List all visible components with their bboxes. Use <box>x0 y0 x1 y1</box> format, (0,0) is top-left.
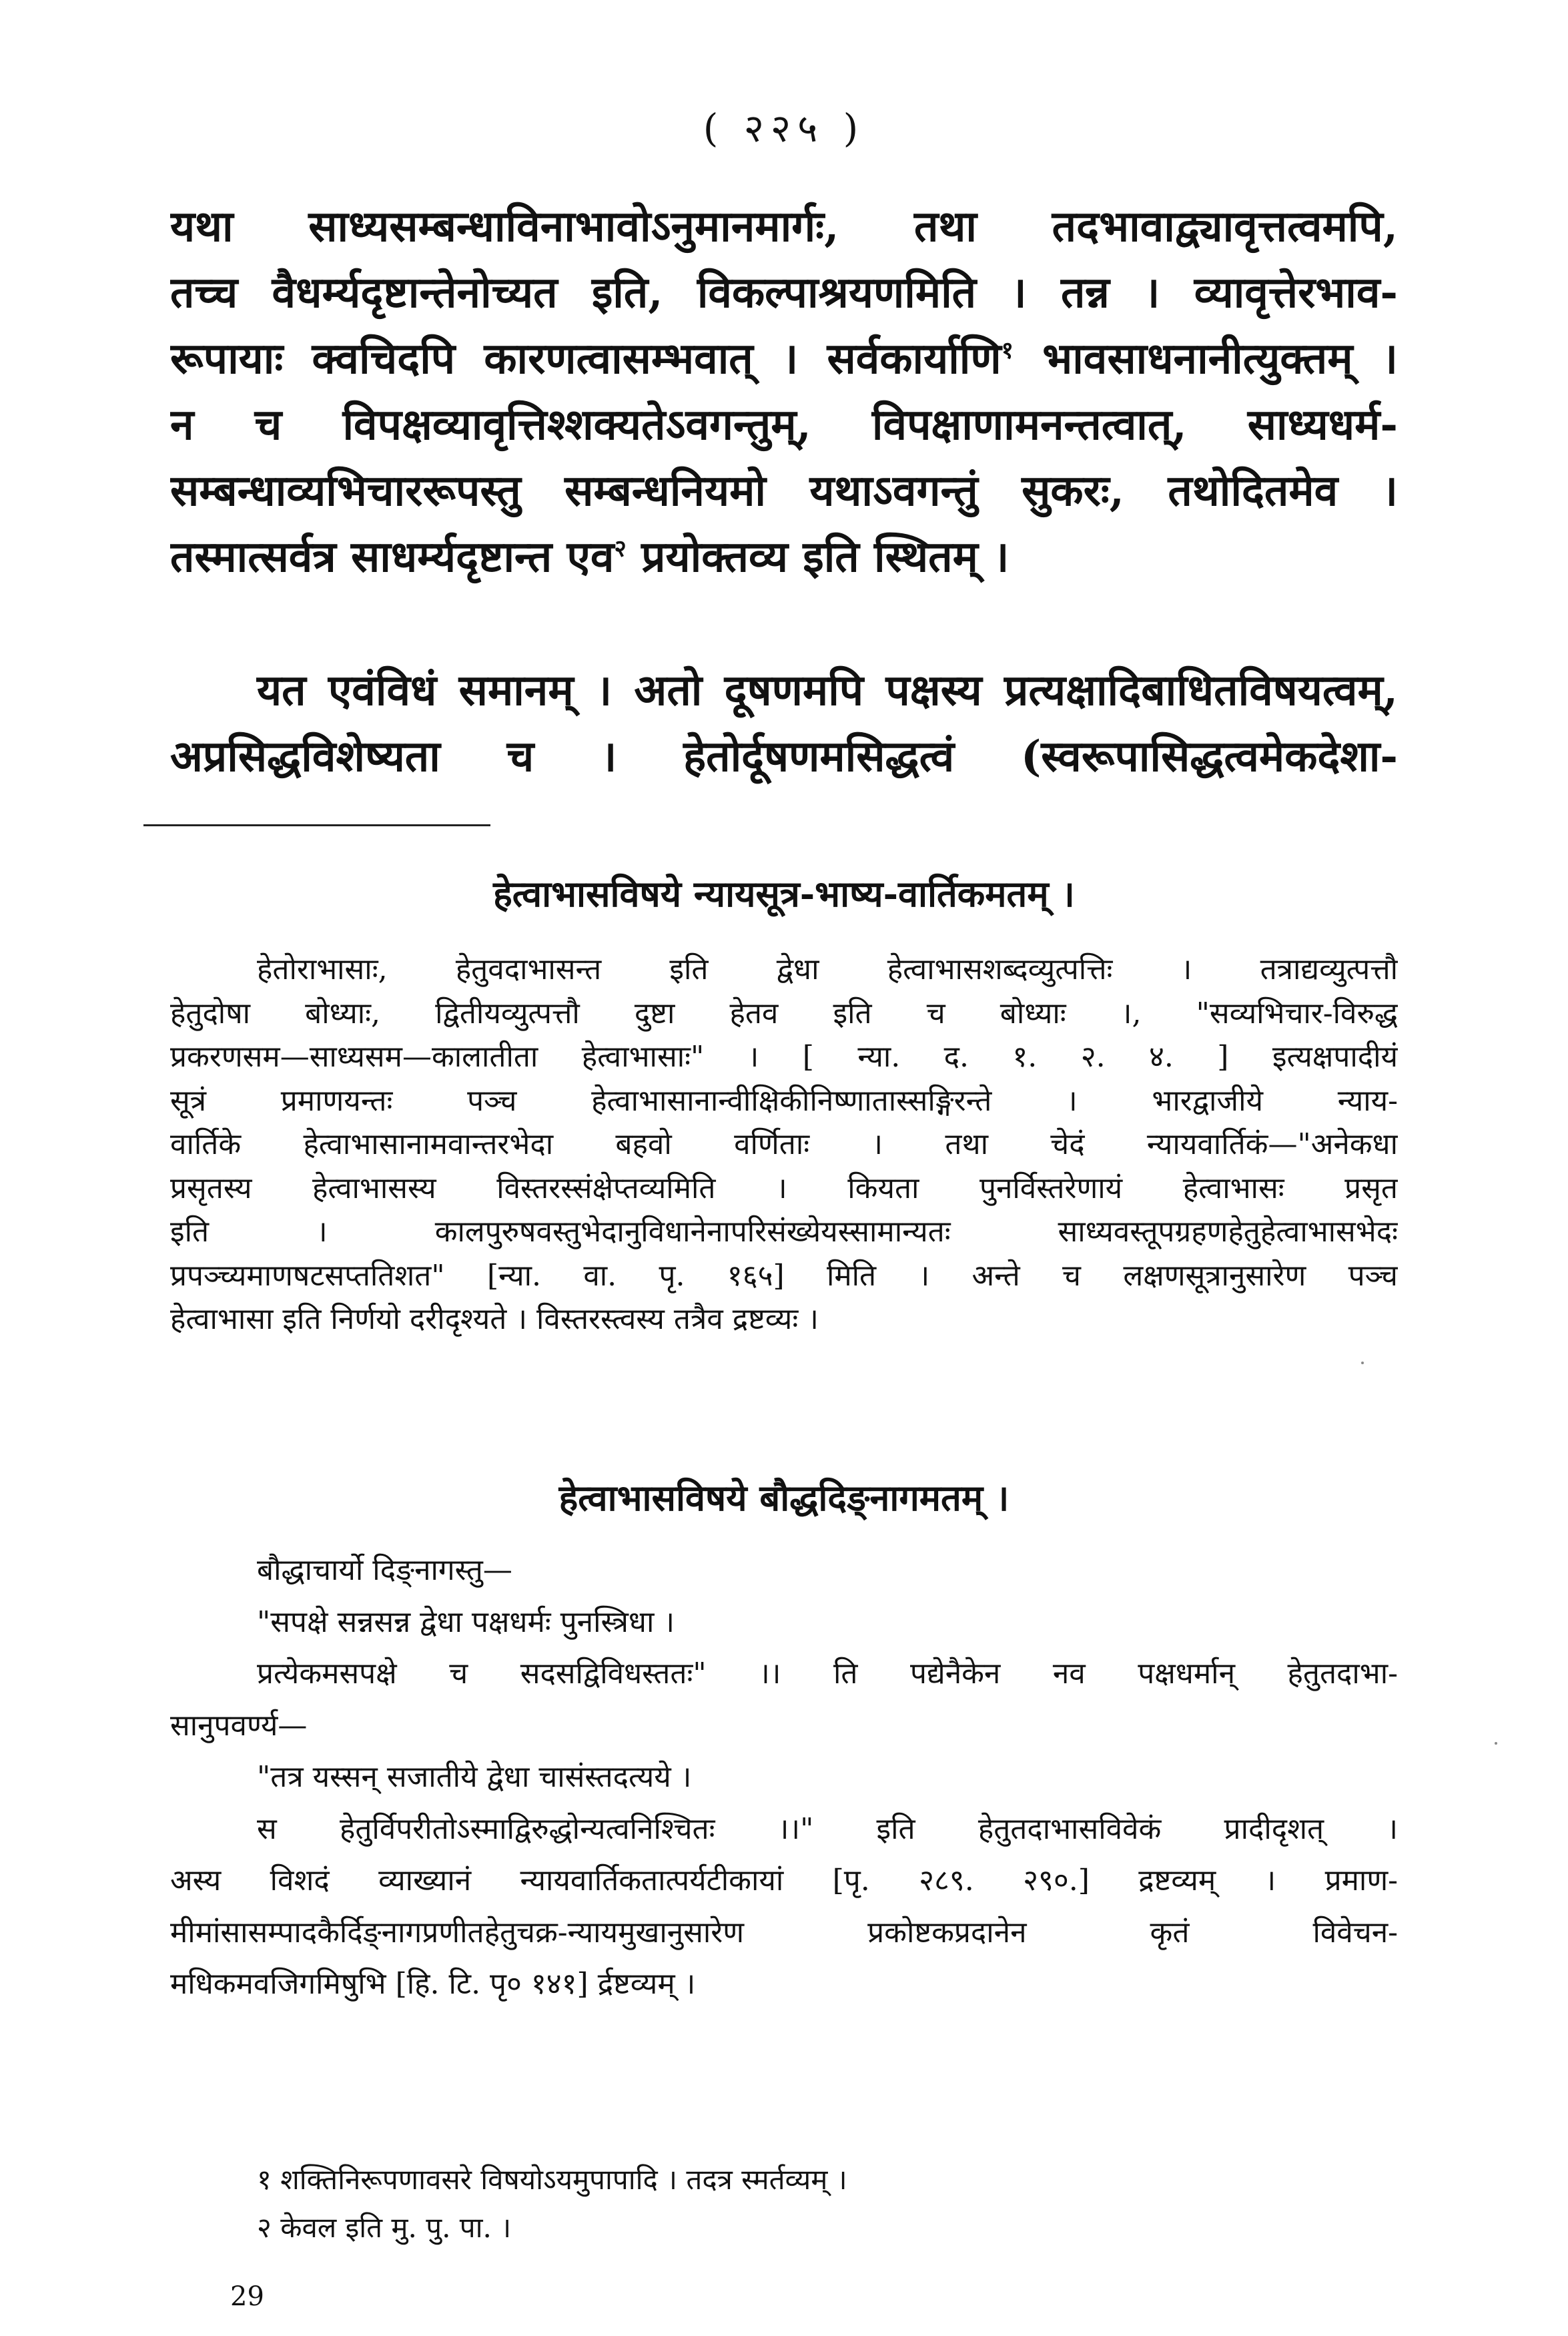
body-line: इति । कालपुरुषवस्तुभेदानुविधानेनापरिसंख्येयस्सामान्यतः साध्यवस्तूपग्रहणहेतुहेत्वाभासभेदः <box>170 1215 1398 1249</box>
main-line: यथा साध्यसम्बन्धाविनाभावोऽनुमानमार्गः, तथा तदभावाद्व्यावृत्तत्वमपि, <box>170 202 1398 252</box>
main-line-part: तस्मात्सर्वत्र साधर्म्यदृष्टान्त एव <box>170 532 615 582</box>
footnote-ref-1: १ <box>1001 336 1014 364</box>
body-line: मीमांसासम्पादकैर्दिङ्नागप्रणीतहेतुचक्र-न्यायमुखानुसारेण प्रकोष्टकप्रदानेन कृतं विवेचन- <box>170 1915 1398 1950</box>
body-line: सानुपवर्ण्य— <box>170 1708 308 1743</box>
body-line: स हेतुर्विपरीतोऽस्माद्विरुद्धोन्यत्वनिश्चितः ।।" इति हेतुतदाभासविवेकं प्रादीदृशत् । <box>257 1811 1398 1846</box>
footnote-separator-rule <box>143 824 490 826</box>
verse-line: "सपक्षे सन्नसन्न द्वेधा पक्षधर्मः पुनस्त्रिधा । <box>257 1604 675 1639</box>
section-heading-nyaya: हेत्वाभासविषये न्यायसूत्र-भाष्य-वार्तिकमतम् । <box>493 872 1075 915</box>
main-line: यत एवंविधं समानम् । अतो दूषणमपि पक्षस्य प्रत्यक्षादिबाधितविषयत्वम्, <box>257 665 1398 715</box>
footnote-2: २ केवल इति मु. पु. पा. । <box>257 2211 512 2244</box>
main-paragraph <box>170 194 1398 590</box>
section-bauddha-body <box>170 1548 1398 2014</box>
body-line: बौद्धाचार्यो दिङ्नागस्तु— <box>257 1553 512 1587</box>
main-line <box>170 524 1398 590</box>
footnote-ref-2: २ <box>614 535 627 563</box>
section-heading-bauddha: हेत्वाभासविषये बौद्धदिङ्नागमतम् । <box>558 1476 1010 1519</box>
body-line: वार्तिके हेत्वाभासानामवान्तरभेदा बहवो वर्णिताः । तथा चेदं न्यायवार्तिकं—"अनेकधा <box>170 1127 1398 1161</box>
main-line-part: प्रयोक्तव्य इति स्थितम् । <box>626 532 1010 582</box>
body-line: हेतुदोषा बोध्याः, द्वितीयव्युत्पत्तौ दुष्टा हेतव इति च बोध्याः ।, "सव्यभिचार-विरुद्ध <box>170 996 1398 1031</box>
main-line <box>170 326 1398 392</box>
footnote-1: १ शक्तिनिरूपणावसरे विषयोऽयमुपापादि । तदत्र स्मर्तव्यम् । <box>257 2163 847 2196</box>
verse-line: "तत्र यस्सन् सजातीये द्वेधा चासंस्तदत्यये । <box>257 1760 692 1794</box>
body-line: प्रकरणसम—साध्यसम—कालातीता हेत्वाभासाः" । [ न्या. द. १. २. ४. ] इत्यक्षपादीयं <box>170 1040 1398 1074</box>
body-line: प्रपञ्च्यमाणषटसप्ततिशत" [न्या. वा. पृ. १६५] मिति । अन्ते च लक्षणसूत्रानुसारेण पञ्च <box>170 1258 1398 1293</box>
main-paragraph-2 <box>170 657 1398 790</box>
main-line: सम्बन्धाव्यभिचाररूपस्तु सम्बन्धनियमो यथाऽवगन्तुं सुकरः, तथोदितमेव । <box>170 466 1398 516</box>
verse-line: प्रत्येकमसपक्षे च सदसद्विविधस्ततः" ।। ति पद्येनैकेन नव पक्षधर्मान् हेतुतदाभा- <box>257 1657 1398 1691</box>
scan-speck <box>1361 1362 1364 1364</box>
scan-speck <box>1495 1742 1497 1745</box>
body-line: हेत्वाभासा इति निर्णयो दरीदृश्यते । विस्तरस्त्वस्य तत्रैव द्रष्टव्यः । <box>170 1302 819 1336</box>
main-line: अप्रसिद्धविशेष्यता च । हेतोर्दूषणमसिद्धत्वं (स्वरूपासिद्धत्वमेकदेशा- <box>170 732 1398 782</box>
body-line: हेतोराभासाः, हेतुवदाभासन्त इति द्वेधा हेत्वाभासशब्दव्युत्पत्तिः । तत्राद्यव्युत्पत्तौ <box>257 952 1398 986</box>
body-line: प्रसृतस्य हेत्वाभासस्य विस्तरस्संक्षेप्तव्यमिति । कियता पुनर्विस्तरेणायं हेत्वाभासः प्रसृत <box>170 1171 1398 1205</box>
main-line-part: रूपायाः क्वचिदपि कारणत्वासम्भवात् । सर्वकार्याणि <box>170 334 1002 384</box>
body-line: मधिकमवजिगमिषुभि [हि. टि. पृ० १४१] र्द्रष्टव्यम् । <box>170 1967 696 2001</box>
section-nyaya-body <box>170 948 1398 1342</box>
page-number-top: ( २२५ ) <box>703 105 865 151</box>
main-line: तच्च वैधर्म्यदृष्टान्तेनोच्यत इति, विकल्पाश्रयणमिति । तन्न । व्यावृत्तेरभाव- <box>170 268 1398 318</box>
main-line-part: भावसाधनानीत्युक्तम् । <box>1013 334 1398 384</box>
body-line: सूत्रं प्रमाणयन्तः पञ्च हेत्वाभासानान्वीक्षिकीनिष्णातास्सङ्गिरन्ते । भारद्वाजीये न्याय- <box>170 1083 1398 1118</box>
footnotes <box>257 2156 1324 2252</box>
page-number-bottom: 29 <box>230 2281 264 2312</box>
main-line: न च विपक्षव्यावृत्तिश्शक्यतेऽवगन्तुम्, विपक्षाणामनन्तत्वात्, साध्यधर्म- <box>170 400 1398 450</box>
body-line: अस्य विशदं व्याख्यानं न्यायवार्तिकतात्पर्यटीकायां [पृ. २८९. २९०.] द्रष्टव्यम् । प्रमाण- <box>170 1863 1398 1897</box>
